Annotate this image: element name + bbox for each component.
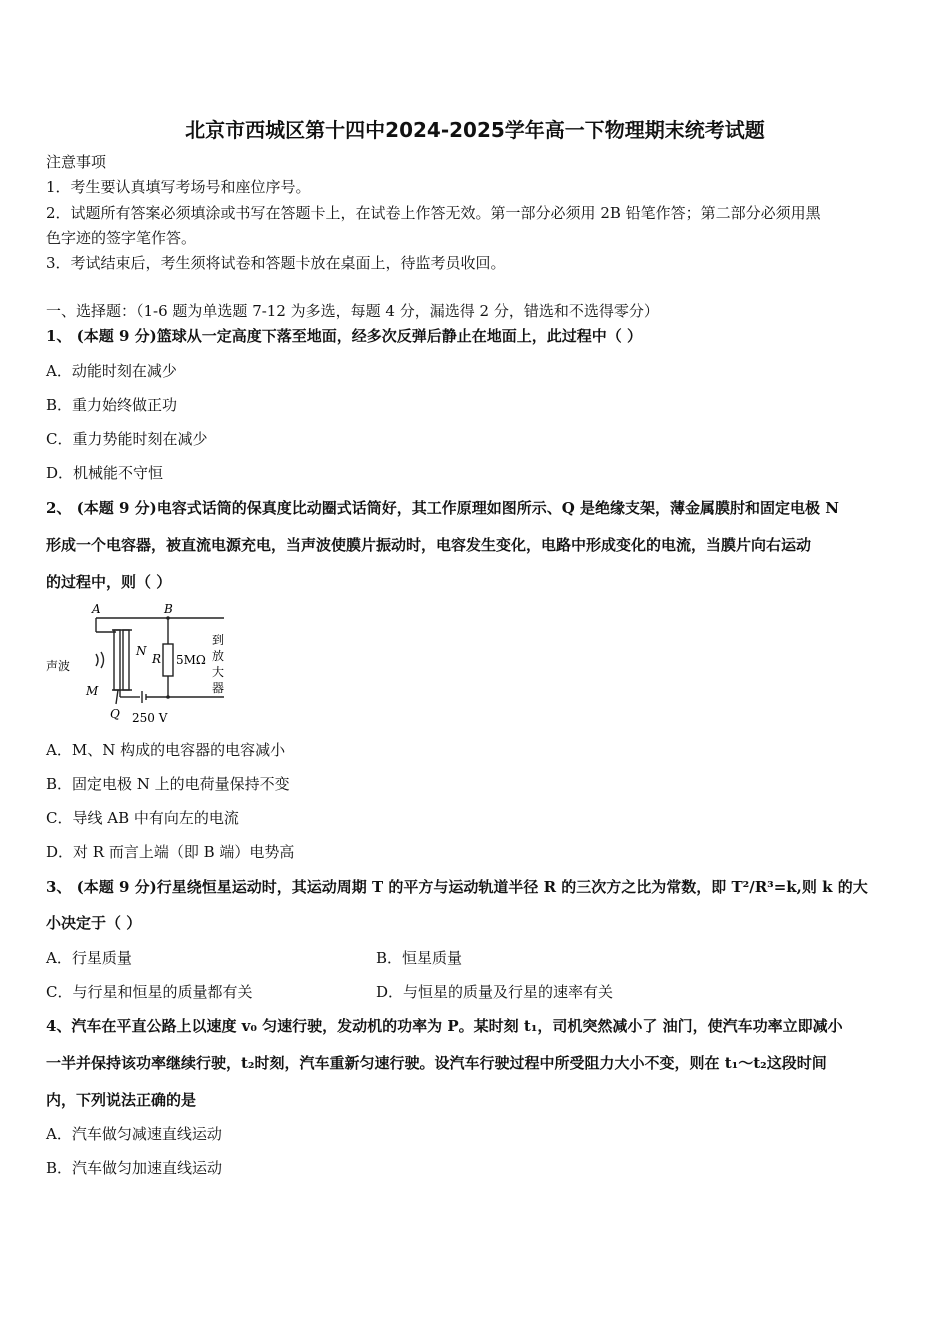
q3-option-b: B．恒星质量 [376,949,463,967]
q4-option-a: A．汽车做匀减速直线运动 [46,1125,222,1143]
notice-item: 色字迹的签字笔作答。 [46,229,197,247]
q1-option-b: B．重力始终做正功 [46,396,178,414]
question-2-stem-line: 2、 (本题 9 分)电容式话筒的保真度比动圈式话筒好，其工作原理如图所示、Q 是绝缘支架，薄金属膜肘和固定电极 N [46,499,839,517]
sound-label: 声波 [46,659,71,673]
q2-option-d: D．对 R 而言上端（即 B 端）电势高 [46,843,295,861]
notice-item: 3．考试结束后，考生须将试卷和答题卡放在桌面上，待监考员收回。 [46,254,506,272]
notice-heading: 注意事项 [46,153,107,171]
q3-option-c: C．与行星和恒星的质量都有关 [46,983,253,1001]
amp-char: 器 [212,681,225,695]
question-1-stem: 1、 (本题 9 分)篮球从一定高度下落至地面，经多次反弹后静止在地面上，此过程中（ ） [46,327,642,345]
q4-option-b: B．汽车做匀加速直线运动 [46,1159,223,1177]
label-n: N [136,644,147,658]
question-2-stem-line: 形成一个电容器，被直流电源充电，当声波使膜片振动时，电容发生变化，电路中形成变化的电流，当膜片向右运动 [46,536,812,554]
page-title: 北京市西城区第十四中2024-2025学年高一下物理期末统考试题 [185,118,765,142]
q2-option-b: B．固定电极 N 上的电荷量保持不变 [46,775,290,793]
label-q: Q [110,707,120,721]
question-4-stem-line: 一半并保持该功率继续行驶，t₂时刻，汽车重新匀速行驶。设汽车行驶过程中所受阻力大小不变，则在 t₁～t₂这段时间 [46,1054,827,1072]
microphone-circuit-figure [44,600,244,726]
amp-char: 大 [212,665,225,679]
section-heading: 一、选择题：（1-6 题为单选题 7-12 为多选，每题 4 分，漏选得 2 分，错选和不选得零分） [46,302,659,320]
node-dot [166,616,170,620]
question-4-stem-line: 4、汽车在平直公路上以速度 v₀ 匀速行驶，发动机的功率为 P。某时刻 t₁，司机突然减小了 油门，使汽车功率立即减小 [46,1017,843,1035]
q3-option-d: D．与恒星的质量及行星的速率有关 [376,983,614,1001]
question-4-stem-line: 内，下列说法正确的是 [46,1091,197,1109]
question-3-stem-line: 3、 (本题 9 分)行星绕恒星运动时，其运动周期 T 的平方与运动轨道半径 R 的三次方之比为常数，即 T²/R³=k,则 k 的大 [46,878,868,896]
question-2-stem-line: 的过程中，则（ ） [46,573,172,591]
question-3-stem-line: 小决定于（ ） [46,914,142,932]
label-a: A [92,602,101,616]
label-b: B [164,602,173,616]
notice-item: 2．试题所有答案必须填涂或书写在答题卡上，在试卷上作答无效。第一部分必须用 2B 铅笔作答；第二部分必须用黑 [46,204,821,222]
q1-option-c: C．重力势能时刻在减少 [46,430,208,448]
resistor-value: 5MΩ [176,653,206,667]
q2-option-a: A．M、N 构成的电容器的电容减小 [46,741,286,759]
node-dot [166,695,170,699]
q2-option-c: C．导线 AB 中有向左的电流 [46,809,239,827]
label-m: M [86,684,99,698]
q1-option-a: A．动能时刻在减少 [46,362,177,380]
voltage-label: 250 V [132,711,168,725]
notice-item: 1．考生要认真填写考场号和座位序号。 [46,178,311,196]
amp-char: 到 [212,633,225,647]
amp-char: 放 [212,649,225,663]
q3-option-a: A．行星质量 [46,949,132,967]
label-r: R [152,652,162,666]
q1-option-d: D．机械能不守恒 [46,464,164,482]
